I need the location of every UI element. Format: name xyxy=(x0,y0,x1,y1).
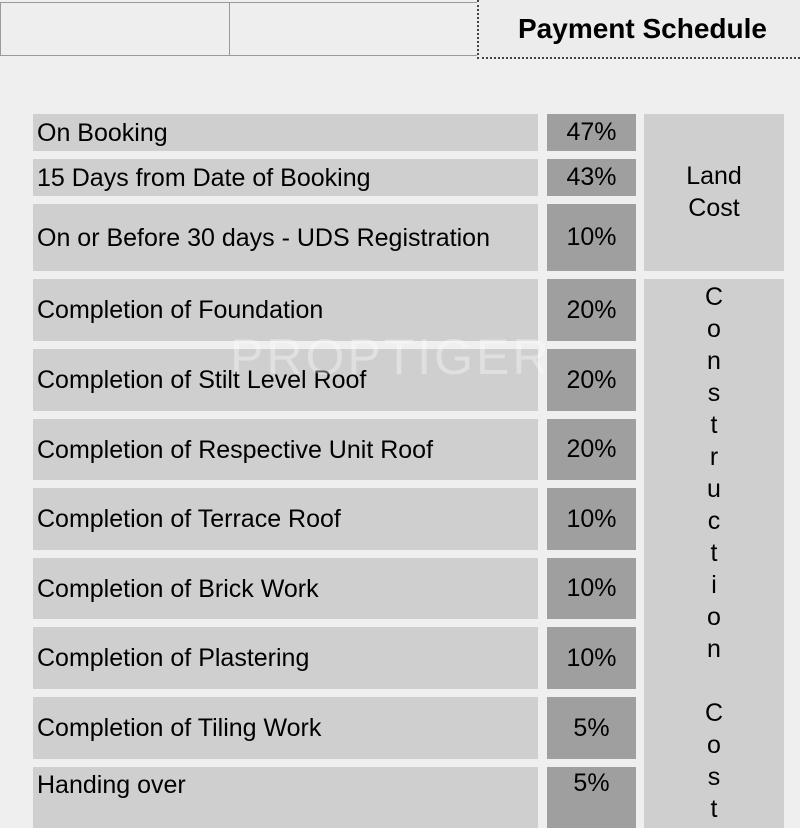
construction-cost-letter: s xyxy=(707,763,721,791)
construction-cost-letter: s xyxy=(707,379,721,407)
row-percent: 20% xyxy=(547,419,636,480)
row-label: Completion of Plastering xyxy=(37,644,310,672)
row-percent: 5% xyxy=(547,767,636,828)
construction-cost-letter: o xyxy=(707,603,721,631)
row-percent: 20% xyxy=(547,349,636,411)
row-label: Handing over xyxy=(37,771,186,799)
page-title: Payment Schedule xyxy=(477,0,800,59)
top-header-bar xyxy=(0,0,800,58)
construction-cost-label xyxy=(644,281,784,825)
row-label: Completion of Stilt Level Roof xyxy=(37,366,367,394)
row-percent: 10% xyxy=(547,488,636,550)
construction-cost-group xyxy=(644,279,784,828)
table-row xyxy=(33,488,538,550)
row-label: Completion of Terrace Roof xyxy=(37,505,341,533)
construction-cost-letter: t xyxy=(710,795,718,823)
header-empty-cell xyxy=(0,2,230,56)
construction-cost-letter: t xyxy=(710,411,718,439)
construction-cost-letter: C xyxy=(704,699,724,727)
construction-cost-letter: o xyxy=(707,731,721,759)
construction-cost-letter: t xyxy=(710,539,718,567)
header-empty-cell xyxy=(229,2,479,56)
row-percent: 43% xyxy=(547,159,636,196)
table-row xyxy=(33,767,538,828)
row-percent: 10% xyxy=(547,558,636,619)
construction-cost-letter: r xyxy=(709,443,719,471)
land-cost-label: Land Cost xyxy=(686,162,742,222)
row-percent: 20% xyxy=(547,279,636,341)
row-percent: 5% xyxy=(547,697,636,759)
table-row xyxy=(33,349,538,411)
table-row xyxy=(33,159,538,196)
construction-cost-letter: o xyxy=(707,315,721,343)
table-row xyxy=(33,419,538,480)
row-label: Completion of Foundation xyxy=(37,296,324,324)
construction-cost-letter: n xyxy=(707,347,721,375)
row-label: Completion of Respective Unit Roof xyxy=(37,435,434,464)
table-row xyxy=(33,697,538,759)
row-percent: 10% xyxy=(547,204,636,271)
construction-cost-letter: C xyxy=(704,283,724,311)
construction-cost-letter: c xyxy=(707,507,721,535)
watermark: PROPTIGER xyxy=(230,329,552,385)
row-label: Completion of Brick Work xyxy=(37,574,319,603)
row-label: Completion of Tiling Work xyxy=(37,714,322,742)
table-row xyxy=(33,204,538,271)
table-row xyxy=(33,279,538,341)
row-label: 15 Days from Date of Booking xyxy=(37,163,371,192)
row-label: On or Before 30 days - UDS Registration xyxy=(37,223,490,252)
row-percent: 10% xyxy=(547,627,636,689)
row-label: On Booking xyxy=(37,118,168,147)
table-row xyxy=(33,627,538,689)
table-row xyxy=(33,558,538,619)
land-cost-group xyxy=(644,114,784,271)
row-percent: 47% xyxy=(547,114,636,151)
construction-cost-letter: i xyxy=(711,571,717,599)
construction-cost-letter: u xyxy=(707,475,721,503)
construction-cost-letter: n xyxy=(707,635,721,663)
table-row xyxy=(33,114,538,151)
